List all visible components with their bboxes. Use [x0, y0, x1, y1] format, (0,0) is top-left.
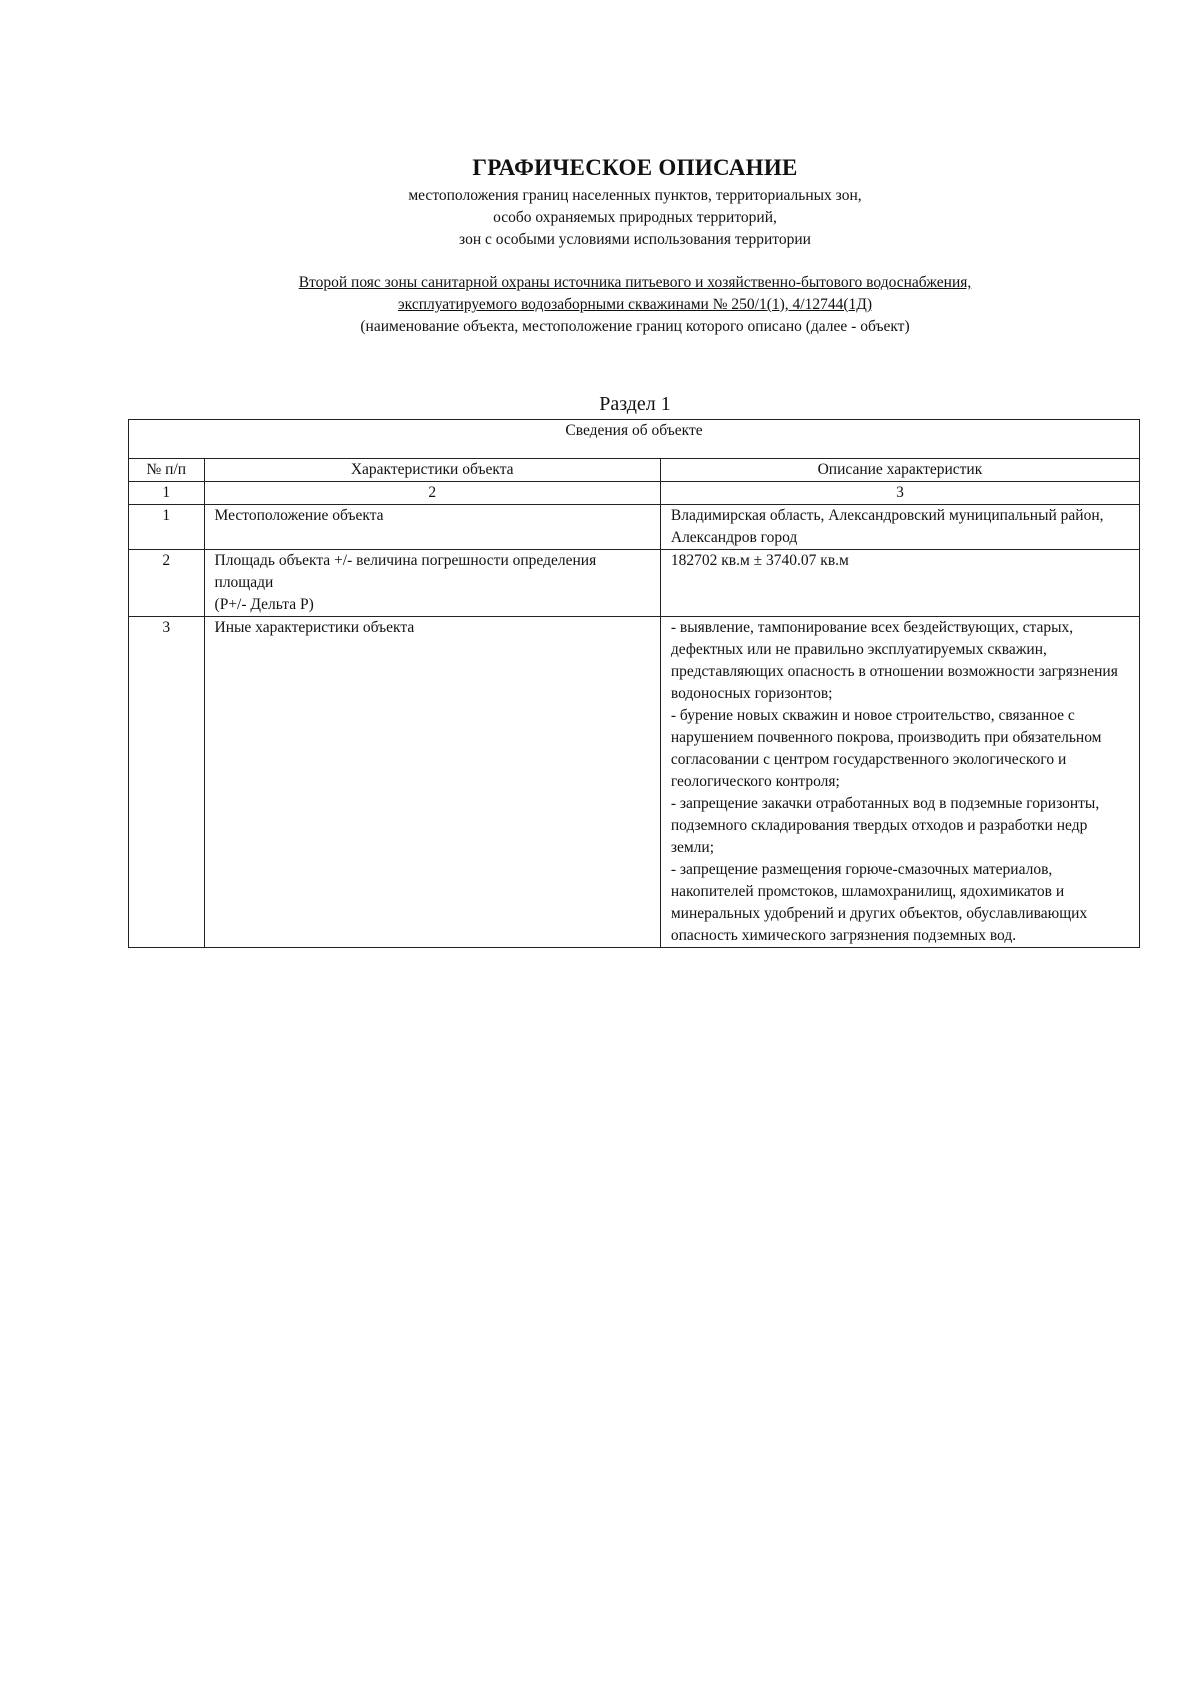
object-name-caption: (наименование объекта, местоположение границ которого описано (далее - объект) — [360, 318, 910, 335]
object-name-block — [130, 272, 1140, 338]
column-header-characteristic: Характеристики объекта — [204, 459, 660, 482]
column-number-row — [129, 482, 1140, 505]
table-row — [129, 617, 1140, 948]
object-name-line-2: эксплуатируемого водозаборными скважинами № 250/1(1), 4/12744(1Д) — [398, 296, 872, 313]
table-row — [129, 505, 1140, 550]
row-number: 1 — [129, 505, 205, 550]
table-caption-row — [129, 420, 1140, 459]
row-description: - выявление, тампонирование всех бездействующих, старых, дефектных или не правильно эксплуатируемых скважин, представляющих опасность в отношении возможности загрязнения водоносных горизонтов; - бурение новых скважин и новое строительство, связанное с нарушением почвенного покрова, производить при обязательном согласовании с центром государственного экологического и геологического контроля; - запрещение закачки отработанных вод в подземные горизонты, подземного складирования твердых отходов и разработки недр земли; - запрещение размещения горюче-смазочных материалов, накопителей промстоков, шламохранилищ, ядохимикатов и минеральных удобрений и других объектов, обуславливающих опасность химического загрязнения подземных вод. — [660, 617, 1139, 948]
row-description: Владимирская область, Александровский муниципальный район, Александров город — [660, 505, 1139, 550]
column-header-number: № п/п — [129, 459, 205, 482]
row-description: 182702 кв.м ± 3740.07 кв.м — [660, 550, 1139, 617]
row-characteristic: Площадь объекта +/- величина погрешности определения площади (P+/- Дельта P) — [204, 550, 660, 617]
object-name-line-1: Второй пояс зоны санитарной охраны источника питьевого и хозяйственно-бытового водоснабжения, — [298, 274, 972, 291]
table-row — [129, 550, 1140, 617]
section-title: Раздел 1 — [599, 393, 671, 415]
object-info-table — [128, 419, 1140, 948]
table-caption: Сведения об объекте — [129, 420, 1140, 459]
document-title: ГРАФИЧЕСКОЕ ОПИСАНИЕ — [472, 155, 798, 180]
row-number: 2 — [129, 550, 205, 617]
column-header-description: Описание характеристик — [660, 459, 1139, 482]
row-characteristic: Иные характеристики объекта — [204, 617, 660, 948]
document-header — [130, 155, 1140, 251]
subtitle-line-2: особо охраняемых природных территорий, — [493, 209, 777, 226]
row-number: 3 — [129, 617, 205, 948]
column-number-1: 1 — [129, 482, 205, 505]
subtitle-line-1: местоположения границ населенных пунктов, территориальных зон, — [408, 187, 862, 204]
column-number-3: 3 — [660, 482, 1139, 505]
subtitle-line-3: зон с особыми условиями использования территории — [459, 231, 811, 248]
row-characteristic: Местоположение объекта — [204, 505, 660, 550]
column-number-2: 2 — [204, 482, 660, 505]
table-header-row — [129, 459, 1140, 482]
